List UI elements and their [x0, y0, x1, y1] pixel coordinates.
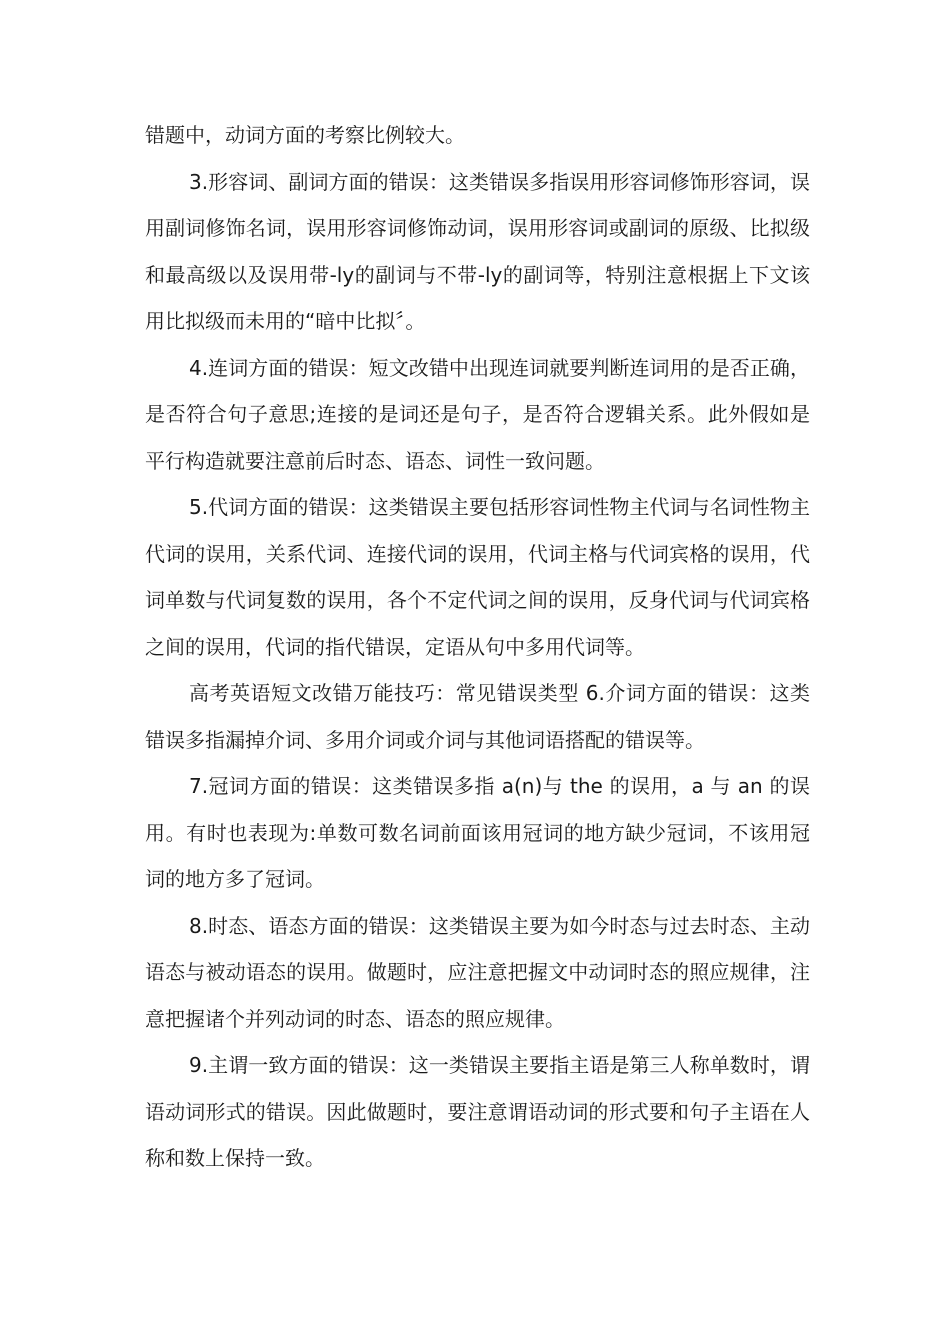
paragraph-preposition-errors: 高考英语短文改错万能技巧：常见错误类型 6.介词方面的错误：这类错误多指漏掉介词、多用介词或介词与其他词语搭配的错误等。	[145, 681, 810, 752]
paragraph-conjunction-errors: 4.连词方面的错误：短文改错中出现连词就要判断连词用的是否正确，是否符合句子意思;连接的是词还是句子，是否符合逻辑关系。此外假如是平行构造就要注意前后时态、语态、词性一致问题。	[145, 355, 810, 473]
paragraph-adjective-adverb-errors: 3.形容词、副词方面的错误：这类错误多指误用形容词修饰形容词，误用副词修饰名词，误用形容词修饰动词，误用形容词或副词的原级、比拟级和最高级以及误用带-ly的副词与不带-ly的副词等，特别注意根据上下文该用比拟级而未用的“暗中比拟〞。	[145, 169, 810, 333]
paragraph-article-errors: 7.冠词方面的错误：这类错误多指 a(n)与 the 的误用，a 与 an 的误用。有时也表现为:单数可数名词前面该用冠词的地方缺少冠词，不该用冠词的地方多了冠词。	[145, 774, 810, 891]
paragraph-pronoun-errors: 5.代词方面的错误：这类错误主要包括形容词性物主代词与名词性物主代词的误用，关系代词、连接代词的误用，代词主格与代词宾格的误用，代词单数与代词复数的误用，各个不定代词之间的误用，反身代词与代词宾格之间的误用，代词的指代错误，定语从句中多用代词等。	[145, 495, 810, 659]
paragraph-tense-voice-errors: 8.时态、语态方面的错误：这类错误主要为如今时态与过去时态、主动语态与被动语态的误用。做题时，应注意把握文中动词时态的照应规律，注意把握诸个并列动词的时态、语态的照应规律。	[145, 913, 810, 1031]
paragraph-subject-verb-agreement-errors: 9.主谓一致方面的错误：这一类错误主要指主语是第三人称单数时，谓语动词形式的错误。因此做题时，要注意谓语动词的形式要和句子主语在人称和数上保持一致。	[145, 1053, 810, 1170]
paragraph-continuation: 错题中，动词方面的考察比例较大。	[145, 123, 465, 147]
document-body	[145, 112, 810, 1182]
